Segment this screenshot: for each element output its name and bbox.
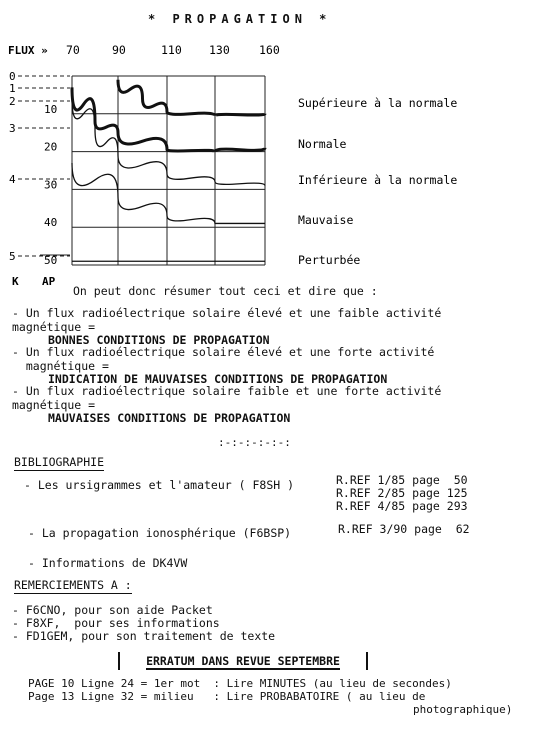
flux-tick-label: 160 [259,43,280,57]
erratum-heading: ERRATUM DANS REVUE SEPTEMBRE [118,652,368,670]
bibliography-ref-1c: R.REF 4/85 page 293 [336,499,468,513]
page-title: * PROPAGATION * [148,12,332,26]
k-tick-label: 5 [9,250,16,263]
propagation-chart [0,43,546,290]
summary-item-2-line2: magnétique = [12,359,109,373]
k-tick-label: 1 [9,82,16,95]
summary-item-2-result: INDICATION DE MAUVAISES CONDITIONS DE PROPAGATION [48,372,388,386]
flux-label: FLUX » [8,44,48,57]
k-tick-label: 0 [9,70,16,83]
bibliography-entry-1: - Les ursigrammes et l'amateur ( F8SH ) [24,478,295,492]
summary-item-1-line2: magnétique = [12,320,96,334]
bibliography-entry-3: - Informations de DK4VW [28,556,188,570]
ap-tick-label: 20 [44,140,58,154]
k-axis-label: K [12,275,19,288]
bibliography-ref-2: R.REF 3/90 page 62 [338,522,470,536]
k-tick-label: 4 [9,173,16,186]
erratum-line-1: PAGE 10 Ligne 24 = 1er mot : Lire MINUTES (au lieu de secondes) [28,677,452,690]
thanks-item-1: - F6CNO, pour son aide Packet [12,603,213,617]
series-line [72,163,265,223]
flux-tick-label: 70 [66,43,80,57]
flux-tick-label: 90 [112,43,126,57]
flux-tick-label: 130 [209,43,230,57]
summary-intro: On peut donc résumer tout ceci et dire que : [73,284,378,298]
flux-tick-label: 110 [161,43,182,57]
series-label: Inférieure à la normale [298,173,458,187]
ap-axis-label: AP [42,275,56,288]
ap-tick-label: 10 [44,102,58,116]
separator: :-:-:-:-:-: [218,436,291,449]
series-line [72,87,265,151]
thanks-heading: REMERCIEMENTS A : [14,578,132,592]
series-label: Supérieure à la normale [298,96,458,110]
series-line [72,99,265,186]
summary-item-3-line2: magnétique = [12,398,96,412]
thanks-item-2: - F8XF, pour ses informations [12,616,220,630]
series-label: Perturbée [298,253,361,267]
k-tick-label: 2 [9,95,16,108]
ap-tick-label: 50 [44,254,58,267]
bibliography-ref-1a: R.REF 1/85 page 50 [336,473,468,487]
bibliography-entry-2: - La propagation ionosphérique (F6BSP) [28,526,292,540]
ap-tick-label: 40 [44,216,58,230]
bibliography-ref-1b: R.REF 2/85 page 125 [336,486,468,500]
summary-item-1-line1: - Un flux radioélectrique solaire élevé et une faible activité [12,306,442,320]
erratum-line-3: photographique) [413,703,513,716]
summary-item-1-result: BONNES CONDITIONS DE PROPAGATION [48,333,270,347]
bibliography-heading: BIBLIOGRAPHIE [14,455,105,469]
summary-item-3-line1: - Un flux radioélectrique solaire faible et une forte activité [12,384,442,398]
summary-item-2-line1: - Un flux radioélectrique solaire élevé et une forte activité [12,345,435,359]
thanks-item-3: - FD1GEM, pour son traitement de texte [12,629,276,643]
summary-item-3-result: MAUVAISES CONDITIONS DE PROPAGATION [48,411,291,425]
ap-tick-label: 30 [44,178,58,192]
series-label: Mauvaise [298,213,354,227]
k-tick-label: 3 [9,122,16,135]
erratum-line-2: Page 13 Ligne 32 = milieu : Lire PROBABATOIRE ( au lieu de [28,690,426,703]
series-label: Normale [298,137,347,151]
series-line [118,80,265,116]
